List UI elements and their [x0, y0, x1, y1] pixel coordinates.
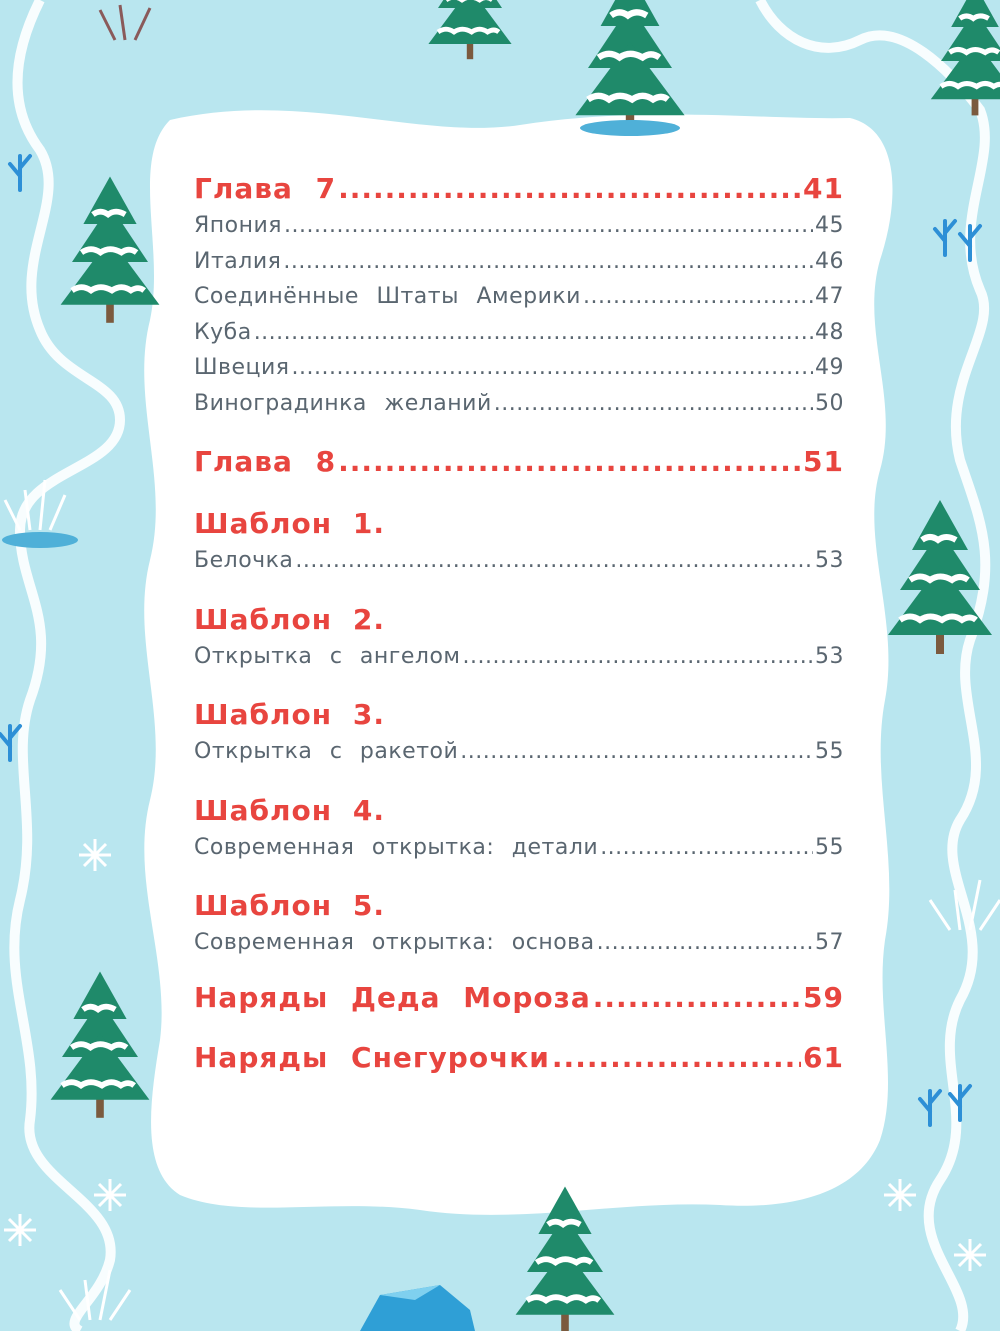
toc-chapter-8[interactable] — [194, 443, 844, 481]
toc-item[interactable] — [194, 830, 844, 866]
toc-item-page: 47 — [815, 284, 844, 309]
dot-leader — [338, 443, 801, 481]
toc-item-label: Виноградинка желаний — [194, 390, 492, 416]
dot-leader — [295, 543, 813, 579]
toc-outfits-snegurochka[interactable] — [194, 1039, 844, 1077]
dot-leader — [494, 386, 813, 422]
toc-item-page: 55 — [815, 834, 844, 860]
toc-item-label: Куба — [194, 319, 252, 345]
toc-item[interactable] — [194, 315, 844, 351]
chapter-8-page: 51 — [803, 445, 844, 478]
toc-item[interactable] — [194, 279, 844, 315]
outfits-ded-label: Наряды Деда Мороза — [194, 980, 591, 1014]
chapter-7-page: 41 — [803, 172, 844, 205]
dot-leader — [583, 279, 813, 315]
dot-leader — [593, 979, 801, 1017]
toc-item[interactable] — [194, 208, 844, 244]
toc-item-label: Белочка — [194, 548, 294, 573]
table-of-contents — [194, 170, 844, 1077]
template-3-title: Шаблон 3. — [194, 698, 385, 731]
toc-item[interactable] — [194, 244, 844, 280]
toc-item[interactable] — [194, 639, 844, 675]
toc-item-label: Япония — [194, 213, 283, 238]
toc-item-label: Современная открытка: детали — [194, 834, 599, 860]
toc-outfits-ded-moroz[interactable] — [194, 979, 844, 1017]
template-5-title: Шаблон 5. — [194, 889, 385, 922]
dot-leader — [600, 830, 813, 866]
toc-item-label: Италия — [194, 248, 282, 274]
outfits-sneg-label: Наряды Снегурочки — [194, 1040, 550, 1074]
toc-item-page: 55 — [815, 739, 844, 764]
template-1-title: Шаблон 1. — [194, 507, 385, 540]
dot-leader — [552, 1039, 801, 1077]
toc-item[interactable] — [194, 386, 844, 422]
dot-leader — [254, 315, 813, 351]
toc-item-label: Открытка с ракетой — [194, 739, 459, 764]
toc-item[interactable] — [194, 734, 844, 770]
toc-item-page: 48 — [815, 319, 844, 345]
toc-item-page: 46 — [815, 248, 844, 274]
toc-chapter-7[interactable] — [194, 170, 844, 208]
dot-leader — [283, 244, 813, 280]
toc-item-label: Современная открытка: основа — [194, 930, 595, 955]
dot-leader — [338, 170, 801, 208]
template-4-title: Шаблон 4. — [194, 793, 385, 827]
dot-leader — [284, 208, 813, 244]
toc-item-page: 49 — [815, 355, 844, 380]
toc-item-page: 53 — [815, 548, 844, 573]
dot-leader — [463, 639, 814, 675]
toc-item-label: Открытка с ангелом — [194, 643, 461, 669]
toc-item-page: 50 — [815, 390, 844, 416]
dot-leader — [292, 350, 813, 386]
dot-leader — [460, 734, 813, 770]
outfits-sneg-page: 61 — [803, 1040, 844, 1074]
dot-leader — [597, 925, 813, 961]
toc-item[interactable] — [194, 543, 844, 579]
toc-item-page: 57 — [815, 930, 844, 955]
toc-item-page: 45 — [815, 213, 844, 238]
template-2-title: Шаблон 2. — [194, 602, 385, 636]
chapter-7-label: Глава 7 — [194, 172, 337, 205]
toc-item[interactable] — [194, 350, 844, 386]
toc-item-label: Соединённые Штаты Америки — [194, 284, 581, 309]
toc-item-label: Швеция — [194, 355, 290, 380]
toc-item-page: 53 — [815, 643, 844, 669]
outfits-ded-page: 59 — [803, 980, 844, 1014]
toc-item[interactable] — [194, 925, 844, 961]
chapter-8-label: Глава 8 — [194, 445, 337, 478]
